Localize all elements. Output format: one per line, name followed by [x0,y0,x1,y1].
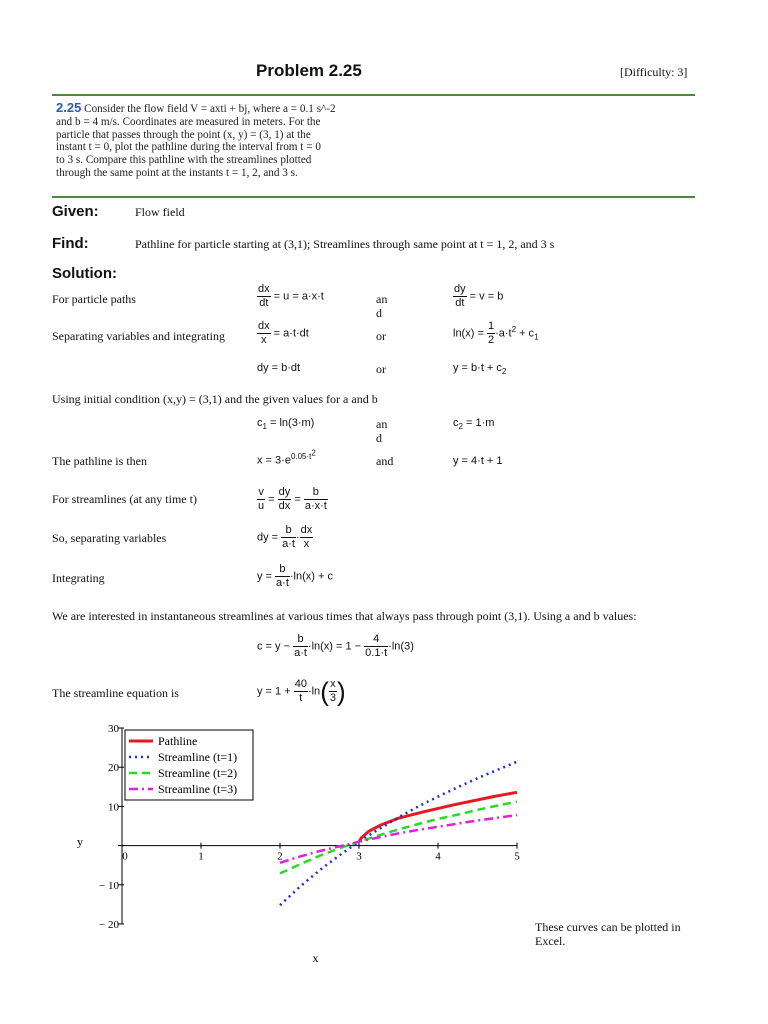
and-word: and [376,454,394,468]
x-tick-label: 3 [356,850,362,863]
problem-divider [52,196,695,198]
problem-statement [56,102,366,180]
or-1: or [376,329,386,343]
problem-line-6: through the same point at the instants t = 1, 2, and 3 s. [56,166,298,179]
eq-dy: dy = b·dt [257,362,301,374]
x-tick-label: 0 [122,850,128,863]
y-tick-label: 20 [108,762,119,775]
series-line-4 [280,815,517,863]
so-separating-text: So, separating variables [52,531,167,545]
initial-condition-text: Using initial condition (x,y) = (3,1) and the given values for a and b [52,392,378,406]
eq-y-int: y = $\frac{b}{a\cdot t}$ ·ln(x) + c [257,563,333,589]
x-tick-label: 4 [435,850,441,863]
integrating-text: Integrating [52,571,105,585]
top-divider [52,94,695,96]
interested-text: We are interested in instantaneous streamlines at various times that always pass through point (3,1). Using a and b values: [52,609,637,623]
pathline-is-text: The pathline is then [52,454,147,468]
eq-pathline-x: $x = 3\cdot e^{0.05\cdot t^2}$ [257,448,316,467]
problem-line-3: particle that passes through the point (x, y) = (3, 1) at the [56,128,311,141]
legend-label-3: Streamline (t=2) [158,766,238,780]
series-line-3 [280,802,517,874]
excel-note: These curves can be plotted in Excel. [535,920,681,948]
find-value: Pathline for particle starting at (3,1); Streamlines through same point at t = 1, 2, and 3 s [135,237,555,251]
streamlines-text: For streamlines (at any time t) [52,492,197,506]
problem-line-1: Consider the flow field V = axti + bj, where a = 0.1 s^-2 [84,103,336,115]
and-top: an [376,292,388,306]
given-value: Flow field [135,205,185,219]
eq-dydt: $\frac{dy}{dt}$ = v = b [454,283,504,309]
eq-streamline-final: y = 1 + $\frac{40}{t}$ ·ln( $\frac{x}{3}$ ) [257,676,346,707]
legend-label-1: Pathline [158,734,198,748]
difficulty-label: [Difficulty: 3] [620,65,688,79]
particle-paths-text: For particle paths [52,292,136,306]
x-tick-label: 1 [198,850,204,863]
eq-c2: $c_2 = 1\cdot m$ [453,417,495,432]
x-tick-label: 5 [514,850,520,863]
streamline-eq-text: The streamline equation is [52,686,179,700]
eq-c1: $c_1 = \ln(3\cdot m)$ [257,417,315,432]
y-tick-label: − 20 [99,919,119,931]
separating-text: Separating variables and integrating [52,329,225,343]
page-title: Problem 2.25 [256,61,362,80]
eq-lnx: ln(x) = $\frac{1}{2}$ $\cdot a\cdot t^2 + c_1$ [453,320,539,346]
pathline-streamline-chart [60,718,530,968]
find-label: Find: [52,235,89,252]
eq-dx-x: $\frac{dx}{x}$ = a·t·dt [258,320,309,346]
problem-line-5: to 3 s. Compare this pathline with the streamlines plotted [56,154,312,167]
y-tick-label: − 10 [99,879,119,892]
chart-plot-area [77,723,520,965]
y-tick-label: 30 [108,723,119,735]
eq-c-value: c = y − $\frac{b}{a\cdot t}$ ·ln(x) = 1 − $\frac{4}{0.1\cdot t}$ ·ln(3) [257,633,414,659]
problem-line-4: instant t = 0, plot the pathline during the interval from t = 0 [56,141,321,154]
or-2: or [376,362,386,376]
and-split [376,292,387,320]
given-label: Given: [52,203,99,220]
and-split-2 [376,417,387,445]
y-tick-label: 10 [108,801,119,814]
y-axis-label: y [77,834,83,849]
eq-dxdt: $\frac{dx}{dt}$ = u = a·x·t [258,283,324,309]
x-axis-label: x [312,951,319,965]
x-tick-label: 2 [277,850,283,863]
eq-streamline-ratio: $\frac{v}{u}$ = $\frac{dy}{dx}$ = $\frac{b}{a\cdot x\cdot t}$ [258,486,327,512]
problem-line-2: and b = 4 m/s. Coordinates are measured in meters. For the [56,115,321,128]
and-top-2: an [376,417,388,431]
eq-y-bt: $y = b\cdot t + c_2$ [453,362,507,377]
legend-label-2: Streamline (t=1) [158,750,238,764]
eq-pathline-y: y = 4·t + 1 [453,455,503,467]
and-bottom-2: d [376,431,382,445]
eq-dy-sep: dy = $\frac{b}{a\cdot t}$ · $\frac{dx}{x}$ [257,524,313,550]
and-bottom: d [376,306,382,320]
problem-number: 2.25 [56,100,82,115]
legend-label-4: Streamline (t=3) [158,782,238,796]
solution-label: Solution: [52,265,117,282]
